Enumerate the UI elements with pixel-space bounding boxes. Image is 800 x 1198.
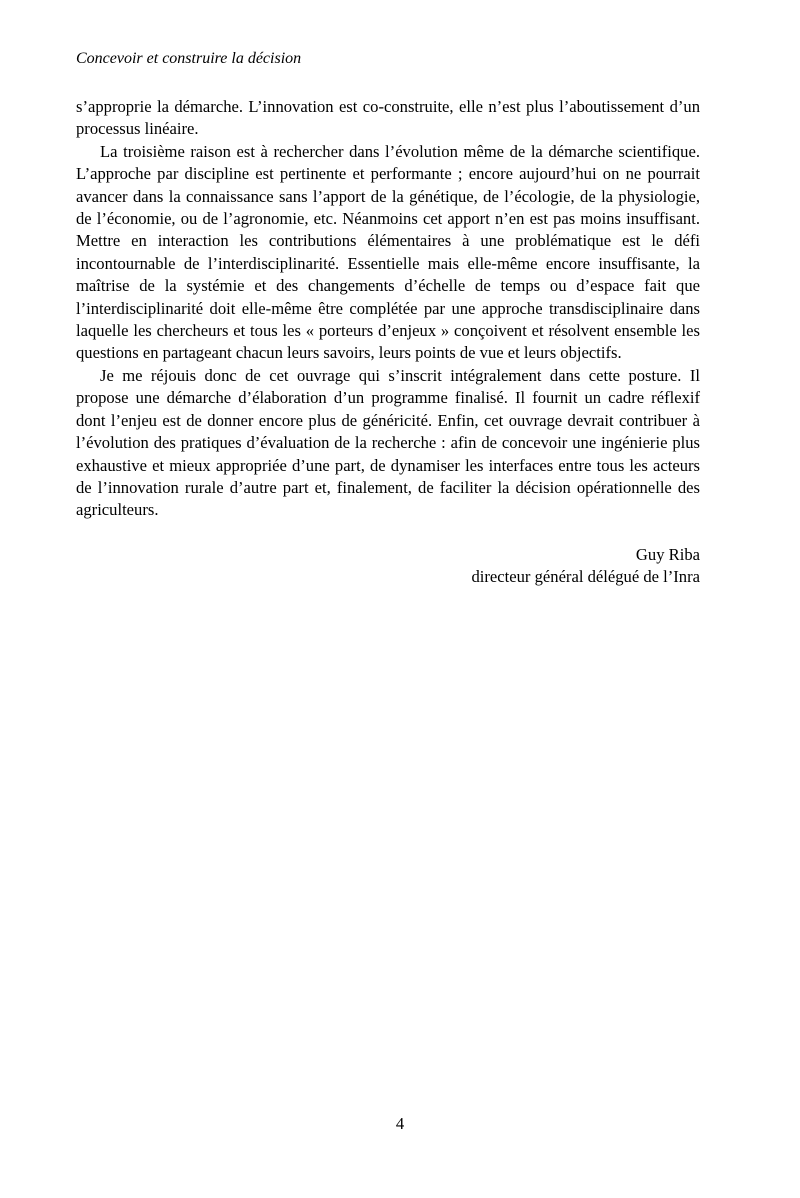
paragraph-third-reason: La troisième raison est à rechercher dans l’évolution même de la démarche scientifique. L’approche par discipline est pertinente et performante ; encore aujourd’hui on ne pourrait avancer dans la connaissance sans l’apport de la génétique, de l’écologie, de la physiologie, de l’économie, ou de l’agronomie, etc. Néanmoins cet apport n’en est pas moins insuffisant. Mettre en interaction les contributions élémentaires à une problématique est le défi incontournable de l’interdisciplinarité. Essentielle mais elle-même encore insuffisante, la maîtrise de la systémie et des changements d’échelle de temps ou d’espace fait que l’interdisciplinarité doit elle-même être complétée par une approche transdisciplinaire dans laquelle les chercheurs et tous les « porteurs d’enjeux » conçoivent et résolvent ensemble les questions en partageant chacun leurs savoirs, leurs points de vue et leurs objectifs. — [76, 141, 700, 363]
page-number: 4 — [395, 1114, 405, 1133]
running-header-title: Concevoir et construire la décision — [76, 50, 302, 67]
body-text — [76, 96, 700, 522]
paragraph-continuation: s’approprie la démarche. L’innovation est co-construite, elle n’est plus l’aboutissement d’un processus linéaire. — [76, 97, 700, 139]
paragraph-conclusion: Je me réjouis donc de cet ouvrage qui s’inscrit intégralement dans cette posture. Il propose une démarche d’élaboration d’un programme finalisé. Il fournit un cadre réflexif dont l’enjeu est de donner encore plus de généricité. Enfin, cet ouvrage devrait contribuer à l’évolution des pratiques d’évaluation de la recherche : afin de concevoir une ingénierie plus exhaustive et mieux appropriée d’une part, de dynamiser les interfaces entre tous les acteurs de l’innovation rurale d’autre part et, finalement, de faciliter la décision opérationnelle des agriculteurs. — [76, 365, 700, 520]
signature-title: directeur général délégué de l’Inra — [471, 567, 700, 587]
signature-name: Guy Riba — [635, 545, 700, 564]
signature-block — [472, 544, 701, 589]
